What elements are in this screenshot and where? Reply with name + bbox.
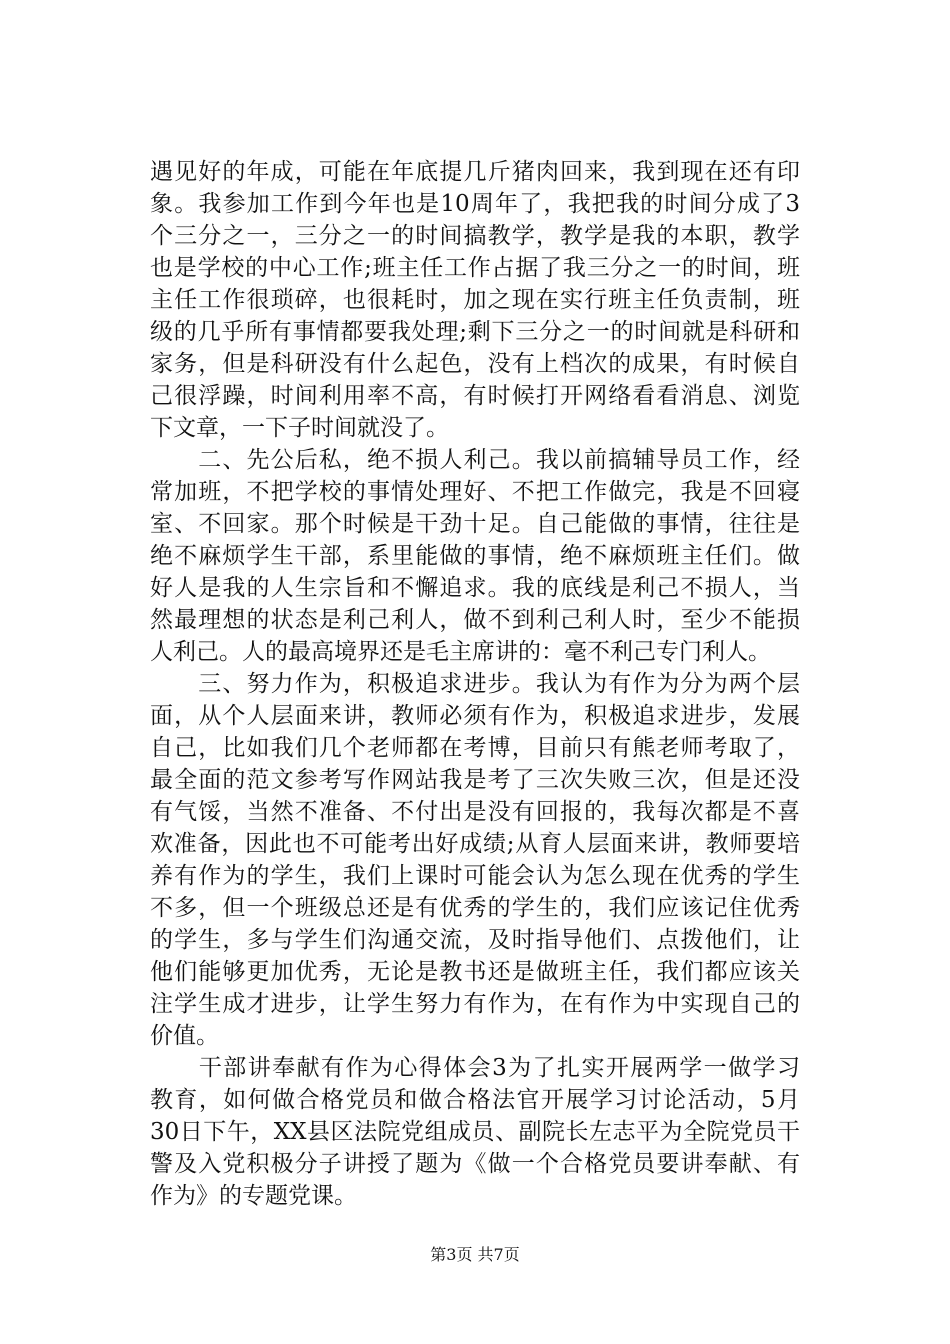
- text-line: 警及入党积极分子讲授了题为《做一个合格党员要讲奉献、有: [150, 1151, 800, 1177]
- text-line: 欢准备，因此也不可能考出好成绩;从育人层面来讲，教师要培: [150, 831, 800, 857]
- text-line: 下文章，一下子时间就没了。: [150, 415, 449, 441]
- text-line: 教育，如何做合格党员和做合格法官开展学习讨论活动，5月: [150, 1087, 800, 1113]
- text-line: 主任工作很琐碎，也很耗时，加之现在实行班主任负责制，班: [150, 287, 800, 313]
- text-line: 注学生成才进步，让学生努力有作为，在有作为中实现自己的: [150, 991, 800, 1017]
- text-line: 常加班，不把学校的事情处理好、不把工作做完，我是不回寝: [150, 479, 800, 505]
- text-line: 最全面的范文参考写作网站我是考了三次失败三次，但是还没: [150, 767, 800, 793]
- text-line: 干部讲奉献有作为心得体会3为了扎实开展两学一做学习: [150, 1055, 800, 1081]
- page-number-footer: 第3页 共7页: [430, 1245, 520, 1264]
- text-line: 的学生，多与学生们沟通交流，及时指导他们、点拨他们，让: [150, 927, 800, 953]
- text-line: 也是学校的中心工作;班主任工作占据了我三分之一的时间，班: [150, 255, 800, 281]
- text-line: 他们能够更加优秀，无论是教书还是做班主任，我们都应该关: [150, 959, 800, 985]
- text-line: 绝不麻烦学生干部，系里能做的事情，绝不麻烦班主任们。做: [150, 543, 800, 569]
- text-line: 有气馁，当然不准备、不付出是没有回报的，我每次都是不喜: [150, 799, 800, 825]
- text-line: 价值。: [150, 1023, 219, 1049]
- text-line: 面，从个人层面来讲，教师必须有作为，积极追求进步，发展: [150, 703, 800, 729]
- text-line: 遇见好的年成，可能在年底提几斤猪肉回来，我到现在还有印: [150, 159, 800, 185]
- text-line: 不多，但一个班级总还是有优秀的学生的，我们应该记住优秀: [150, 895, 800, 921]
- document-body: [150, 156, 800, 1212]
- text-line: 己很浮躁，时间利用率不高，有时候打开网络看看消息、浏览: [150, 383, 800, 409]
- text-line: 级的几乎所有事情都要我处理;剩下三分之一的时间就是科研和: [150, 319, 800, 345]
- text-line: 好人是我的人生宗旨和不懈追求。我的底线是利己不损人，当: [150, 575, 800, 601]
- text-line: 家务，但是科研没有什么起色，没有上档次的成果，有时候自: [150, 351, 800, 377]
- text-line: 室、不回家。那个时候是干劲十足。自己能做的事情，往往是: [150, 511, 800, 537]
- text-line: 30日下午，XX县区法院党组成员、副院长左志平为全院党员干: [150, 1119, 800, 1145]
- text-line: 然最理想的状态是利己利人，做不到利己利人时，至少不能损: [150, 607, 800, 633]
- text-line: 三、努力作为，积极追求进步。我认为有作为分为两个层: [150, 671, 800, 697]
- text-line: 养有作为的学生，我们上课时可能会认为怎么现在优秀的学生: [150, 863, 800, 889]
- text-line: 作为》的专题党课。: [150, 1183, 357, 1209]
- text-line: 自己，比如我们几个老师都在考博，目前只有熊老师考取了，: [150, 735, 800, 761]
- text-line: 二、先公后私，绝不损人利己。我以前搞辅导员工作，经: [150, 447, 800, 473]
- text-line: 象。我参加工作到今年也是10周年了，我把我的时间分成了3: [150, 191, 800, 217]
- text-line: 个三分之一，三分之一的时间搞教学，教学是我的本职，教学: [150, 223, 800, 249]
- text-line: 人利己。人的最高境界还是毛主席讲的：毫不利己专门利人。: [150, 639, 771, 665]
